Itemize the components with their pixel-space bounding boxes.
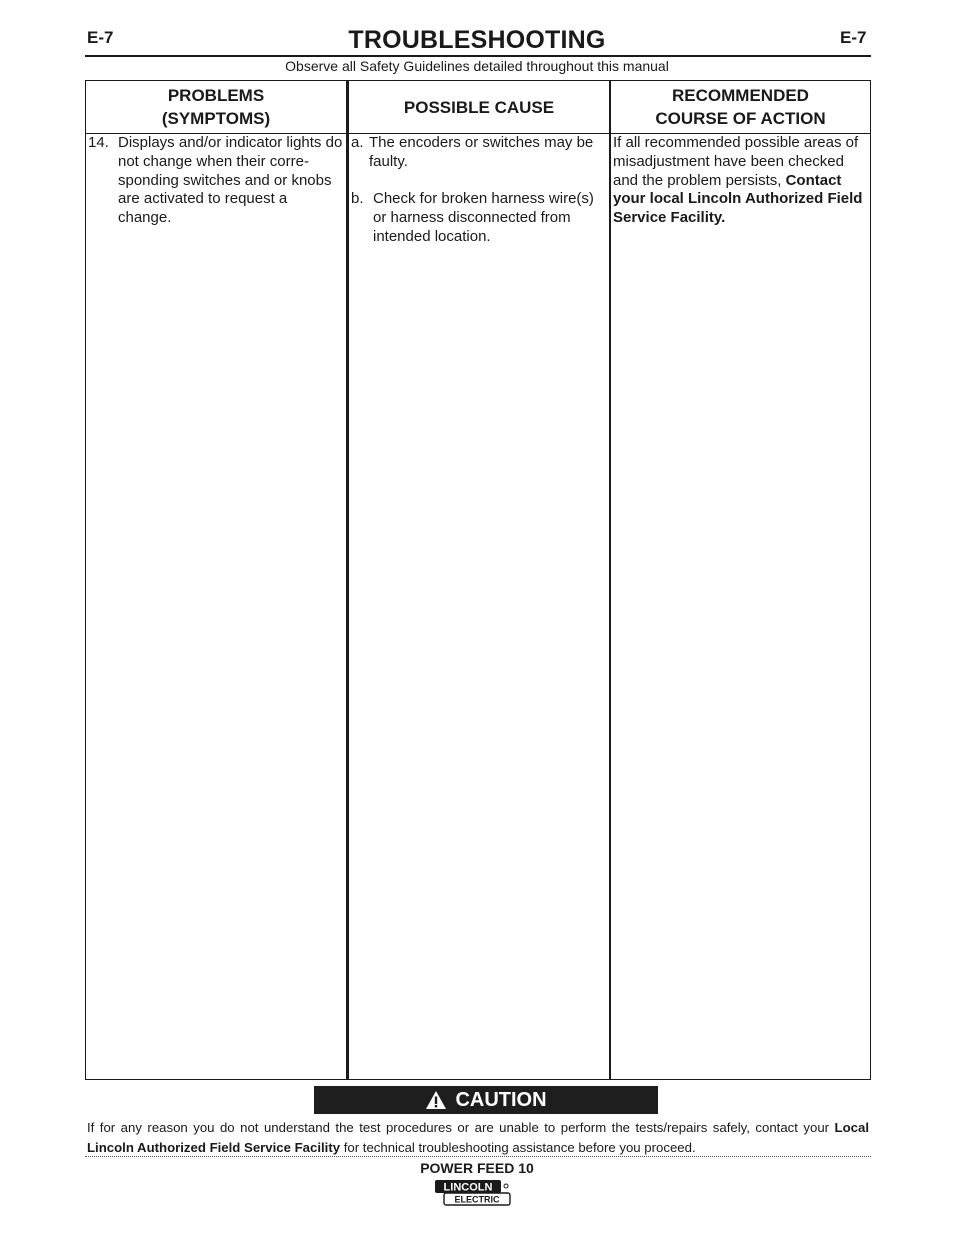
problem-cell: [88, 134, 344, 228]
cause-header: POSSIBLE CAUSE: [349, 81, 609, 134]
caution-text: [87, 1118, 869, 1157]
page-code-left: E-7: [87, 28, 114, 47]
problems-column: [85, 80, 347, 1080]
caution-label: CAUTION: [455, 1088, 547, 1111]
lincoln-electric-logo: [434, 1179, 512, 1207]
title-rule: [85, 55, 871, 57]
action-cell: [613, 134, 868, 228]
caution-banner: [314, 1086, 658, 1114]
troubleshooting-table: [85, 80, 871, 1080]
page-code-right: E-7: [840, 28, 867, 47]
problem-number: 14.: [88, 134, 109, 151]
cause-label-a: a.: [351, 134, 364, 151]
cause-item-b: [351, 190, 607, 246]
caution-text-end: for technical troubleshooting assistance before you proceed.: [343, 1139, 696, 1155]
cause-text-b: Check for broken harness wire(s) or harness disconnected from intended location.: [373, 190, 594, 245]
action-contact-text: Contact your local Lincoln Authorized Field Service Facility.: [613, 171, 863, 227]
problem-item: [88, 134, 344, 228]
action-header: RECOMMENDED COURSE OF ACTION: [611, 81, 870, 134]
cause-label-b: b.: [351, 190, 364, 208]
logo-lincoln-text: LINCOLN: [443, 1181, 493, 1194]
footer-rule: [85, 1156, 871, 1157]
safety-subtitle: Observe all Safety Guidelines detailed throughout this manual: [285, 58, 669, 74]
caution-facility: Local Lincoln Authorized Field Service Facility: [87, 1120, 869, 1155]
action-text: If all recommended possible areas of misadjustment have been checked and the problem persists,: [613, 134, 859, 189]
action-column: [609, 80, 871, 1080]
cause-column: [347, 80, 610, 1080]
product-name: POWER FEED 10: [420, 1160, 534, 1176]
cause-text-a: The encoders or switches may be faulty.: [369, 134, 594, 170]
caution-text-start: If for any reason you do not understand the test procedures or are unable to perform the tests/repairs safely, contact your: [87, 1120, 830, 1135]
problem-text: Displays and/or indicator lights do not change when their corre- sponding switches and or knobs are activated to request a change.: [118, 134, 343, 227]
cause-item-a: [351, 134, 607, 172]
warning-triangle-icon: [425, 1090, 447, 1110]
logo-electric-text: ELECTRIC: [454, 1194, 500, 1205]
problems-header: PROBLEMS (SYMPTOMS): [86, 81, 346, 134]
cause-cell: [351, 134, 607, 247]
page-title: TROUBLESHOOTING: [348, 26, 606, 54]
